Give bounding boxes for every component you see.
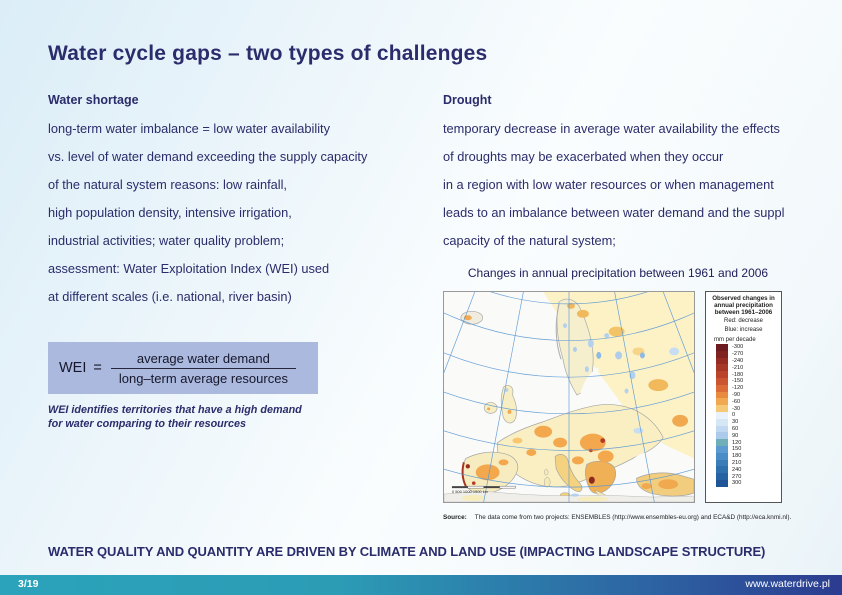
drought-heading: Drought	[443, 93, 492, 107]
legend-color-scale	[708, 344, 779, 487]
legend-color-swatch	[716, 405, 728, 412]
legend-title	[708, 295, 779, 316]
legend-value-label: 90	[732, 432, 739, 439]
legend-entry	[708, 473, 779, 480]
legend-entry	[708, 344, 779, 351]
legend-value-label: 30	[732, 419, 739, 426]
text-line: leads to an imbalance between water demand and the suppl	[443, 205, 785, 220]
legend-color-swatch	[716, 385, 728, 392]
legend-value-label: 60	[732, 425, 739, 432]
page-number: 3/19	[18, 578, 39, 590]
text-line: temporary decrease in average water availability the effects	[443, 121, 780, 136]
drought-text	[443, 115, 839, 255]
formula-equals-sign: =	[93, 360, 102, 376]
legend-color-swatch	[716, 419, 728, 426]
legend-color-swatch	[716, 460, 728, 467]
legend-value-label: -270	[732, 351, 744, 358]
formula-fraction	[111, 351, 296, 386]
europe-map-graphic	[444, 292, 694, 502]
legend-value-label: -150	[732, 378, 744, 385]
water-shortage-text	[48, 115, 440, 311]
text-line: high population density, intensive irrigation,	[48, 205, 292, 220]
legend-value-label: 270	[732, 473, 742, 480]
legend-entry	[708, 412, 779, 419]
legend-entry	[708, 351, 779, 358]
legend-value-label: 210	[732, 459, 742, 466]
legend-color-swatch	[716, 378, 728, 385]
legend-color-swatch	[716, 392, 728, 399]
legend-value-label: 0	[732, 412, 736, 419]
legend-entry	[708, 439, 779, 446]
scale-bar-label: 0 500 1000 1500 km	[451, 489, 489, 495]
legend-value-label: -30	[732, 405, 741, 412]
text-line: assessment: Water Exploitation Index (WEI) used	[48, 261, 330, 276]
legend-value-label: -60	[732, 398, 741, 405]
legend-color-swatch	[716, 351, 728, 358]
legend-entry	[708, 460, 779, 467]
legend-value-label: -90	[732, 391, 741, 398]
bottom-statement: WATER QUALITY AND QUANTITY ARE DRIVEN BY CLIMATE AND LAND USE (IMPACTING LANDSCAPE STRUCTURE)	[48, 544, 766, 559]
legend-color-swatch	[716, 344, 728, 351]
legend-color-swatch	[716, 480, 728, 487]
text-line: of the natural system reasons: low rainfall,	[48, 177, 287, 192]
legend-entry	[708, 419, 779, 426]
legend-value-label: 240	[732, 466, 742, 473]
legend-color-swatch	[716, 432, 728, 439]
legend-entry	[708, 364, 779, 371]
note-line: WEI identifies territories that have a high demand	[48, 404, 302, 416]
legend-value-label: 150	[732, 446, 742, 453]
water-shortage-column	[48, 93, 440, 311]
note-line: for water comparing to their resources	[48, 417, 246, 430]
legend-entry	[708, 392, 779, 399]
legend-color-swatch	[716, 364, 728, 371]
legend-title-line: annual precipitation	[714, 302, 773, 309]
legend-value-label: -210	[732, 364, 744, 371]
legend-value-label: 120	[732, 439, 742, 446]
page-title: Water cycle gaps – two types of challenges	[48, 42, 488, 65]
legend-color-swatch	[716, 398, 728, 405]
legend-blue-note: Blue: increase	[724, 327, 763, 333]
legend-value-label: -300	[732, 344, 744, 351]
legend-entry	[708, 466, 779, 473]
legend-entry	[708, 358, 779, 365]
legend-entry	[708, 405, 779, 412]
website-link[interactable]: www.waterdrive.pl	[745, 578, 830, 590]
legend-entry	[708, 426, 779, 433]
footer-bar	[0, 575, 842, 595]
legend-value-label: 180	[732, 453, 742, 460]
legend-value-label: -180	[732, 371, 744, 378]
legend-color-swatch	[716, 371, 728, 378]
legend-color-swatch	[716, 473, 728, 480]
source-text: The data come from two projects: ENSEMBLES (http://www.ensembles-eu.org) and ECA&D (http://eca.knmi.nl).	[474, 514, 792, 521]
text-line: in a region with low water resources or when management	[443, 177, 774, 192]
text-line: industrial activities; water quality problem;	[48, 233, 285, 248]
legend-value-label: -120	[732, 385, 744, 392]
legend-color-swatch	[716, 466, 728, 473]
formula-lhs: WEI	[59, 360, 87, 376]
legend-entry	[708, 480, 779, 487]
legend-entry	[708, 378, 779, 385]
precipitation-map	[443, 291, 695, 503]
legend-entry	[708, 385, 779, 392]
legend-entry	[708, 398, 779, 405]
map-legend	[705, 291, 782, 503]
legend-color-swatch	[716, 446, 728, 453]
legend-color-swatch	[716, 426, 728, 433]
text-line: long-term water imbalance = low water availability	[48, 121, 331, 136]
text-line: of droughts may be exacerbated when they occur	[443, 149, 724, 164]
wei-note	[48, 404, 302, 431]
legend-red-note: Red: decrease	[723, 318, 764, 324]
legend-color-swatch	[716, 412, 728, 419]
legend-title-line: Observed changes in	[712, 295, 775, 302]
legend-color-swatch	[716, 453, 728, 460]
legend-value-label: -240	[732, 357, 744, 364]
map-source-line	[443, 514, 813, 521]
text-line: capacity of the natural system;	[443, 233, 616, 248]
map-caption: Changes in annual precipitation between 1961 and 2006	[467, 266, 769, 280]
water-shortage-heading: Water shortage	[48, 93, 139, 107]
legend-title-line: between 1961–2006	[714, 309, 773, 316]
legend-entry	[708, 432, 779, 439]
legend-color-swatch	[716, 439, 728, 446]
text-line: vs. level of water demand exceeding the supply capacity	[48, 149, 368, 164]
formula-numerator: average water demand	[136, 350, 270, 366]
legend-entry	[708, 371, 779, 378]
source-label: Source:	[443, 514, 467, 521]
drought-column	[443, 93, 839, 255]
legend-value-label: 300	[732, 480, 742, 487]
wei-formula-box	[48, 342, 318, 394]
legend-entry	[708, 446, 779, 453]
legend-color-swatch	[716, 358, 728, 365]
text-line: at different scales (i.e. national, river basin)	[48, 289, 292, 304]
legend-entry	[708, 453, 779, 460]
formula-denominator: long–term average resources	[111, 368, 296, 386]
legend-unit: mm per decade	[714, 337, 756, 343]
